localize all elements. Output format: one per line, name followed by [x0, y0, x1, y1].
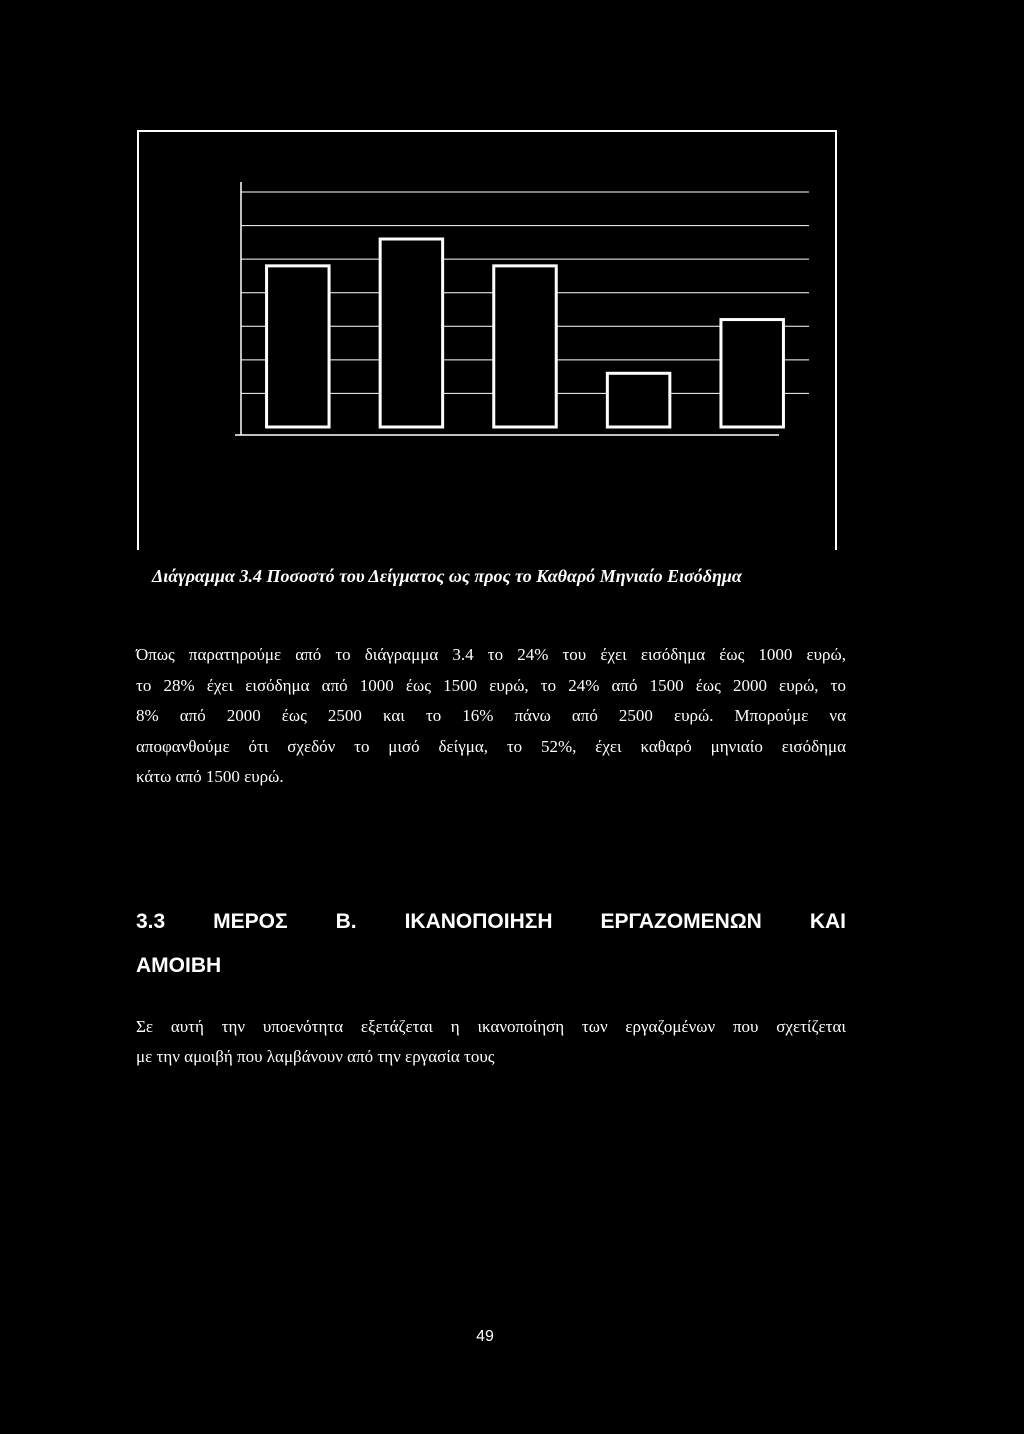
paragraph-income-summary [136, 640, 846, 793]
paragraph-line: Σε αυτή την υποενότητα εξετάζεται η ικανοποίηση των εργαζομένων που σχετίζεται [136, 1017, 846, 1036]
section-heading-line: ΑΜΟΙΒΗ [136, 954, 222, 977]
paragraph-line: με την αμοιβή που λαμβάνουν από την εργασία τους [136, 1047, 495, 1066]
paragraph-line: 8% από 2000 έως 2500 και το 16% πάνω από 2500 ευρώ. Μπορούμε να [136, 706, 846, 725]
bar-5 [721, 320, 783, 427]
paragraph-line: Όπως παρατηρούμε από το διάγραμμα 3.4 το 24% του έχει εισόδημα έως 1000 ευρώ, [136, 645, 846, 664]
bar-3 [494, 266, 556, 427]
section-heading-line: 3.3 ΜΕΡΟΣ Β. ΙΚΑΝΟΠΟΙΗΣΗ ΕΡΓΑΖΟΜΕΝΩΝ ΚΑΙ [136, 910, 846, 933]
page-number: 49 [476, 1328, 494, 1345]
bar-chart [139, 132, 839, 552]
section-heading [136, 900, 846, 988]
chart-frame [137, 130, 837, 550]
figure-caption: Διάγραμμα 3.4 Ποσοστό του Δείγματος ως προς το Καθαρό Μηνιαίο Εισόδημα [152, 566, 742, 586]
paragraph-line: κάτω από 1500 ευρώ. [136, 767, 284, 786]
bar-2 [380, 239, 442, 427]
paragraph-section-intro [136, 1012, 846, 1072]
bar-4 [607, 373, 669, 427]
paragraph-line: αποφανθούμε ότι σχεδόν το μισό δείγμα, το 52%, έχει καθαρό μηνιαίο εισόδημα [136, 736, 846, 756]
bar-1 [267, 266, 329, 427]
paragraph-line: το 28% έχει εισόδημα από 1000 έως 1500 ευρώ, το 24% από 1500 έως 2000 ευρώ, το [136, 675, 846, 695]
